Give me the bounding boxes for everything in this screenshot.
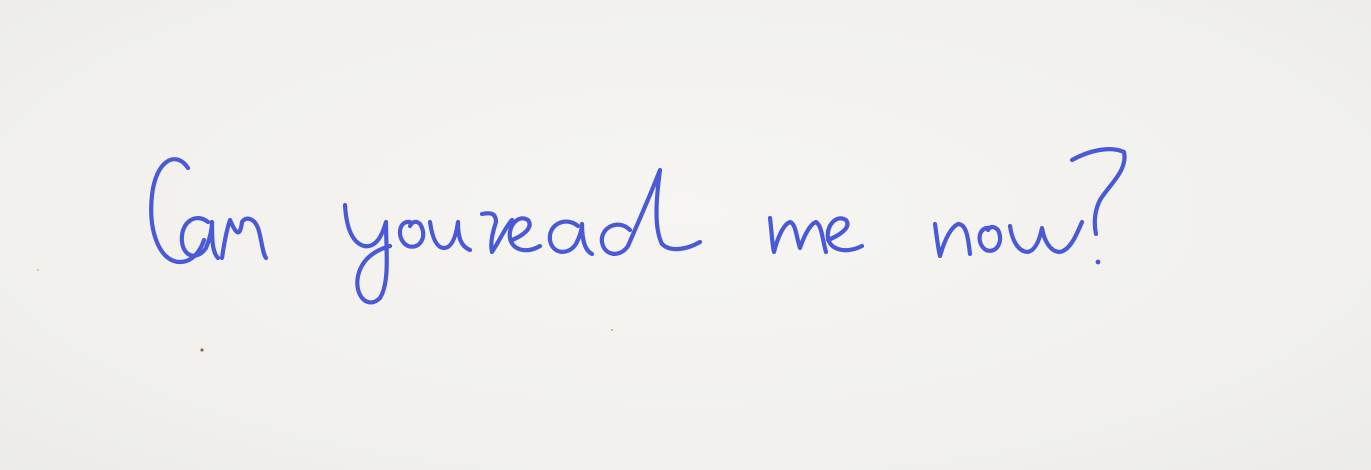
letter-m bbox=[770, 218, 826, 252]
letter-r bbox=[482, 213, 512, 252]
letter-y bbox=[345, 205, 390, 302]
letter-w bbox=[1010, 222, 1082, 252]
question-dot bbox=[1096, 260, 1101, 265]
letter-o bbox=[400, 222, 423, 247]
letter-a2 bbox=[550, 222, 592, 254]
letter-d bbox=[602, 170, 700, 254]
letter-n2 bbox=[935, 224, 970, 256]
letter-C bbox=[151, 159, 204, 262]
word-read bbox=[482, 170, 700, 254]
question-mark bbox=[1072, 149, 1125, 234]
letter-a1 bbox=[182, 218, 218, 258]
paper-specks bbox=[37, 269, 613, 352]
word-now bbox=[935, 149, 1125, 264]
word-can bbox=[151, 159, 266, 262]
word-me bbox=[770, 218, 862, 252]
letter-n1 bbox=[222, 219, 266, 258]
letter-o2 bbox=[980, 227, 1000, 251]
word-you bbox=[345, 205, 470, 302]
letter-e2 bbox=[828, 218, 862, 250]
letter-e bbox=[510, 218, 540, 250]
letter-u bbox=[430, 222, 470, 250]
